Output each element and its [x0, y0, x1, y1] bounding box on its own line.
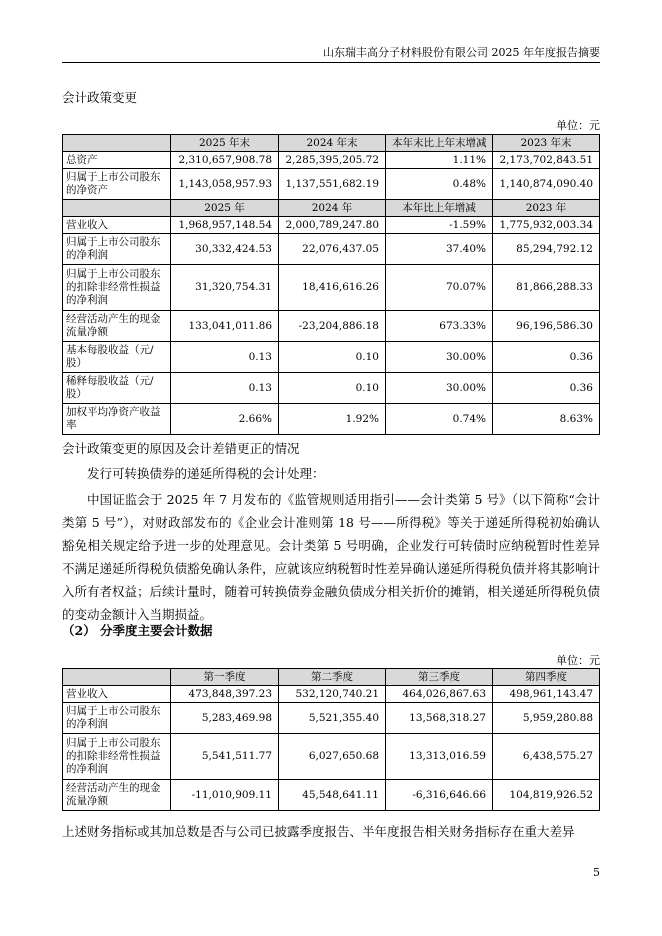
value-cell: -11,010,909.11 [171, 780, 279, 811]
column-header: 本年末比上年末增减 [386, 135, 493, 152]
table-row [63, 169, 600, 200]
table-row [63, 265, 600, 311]
value-cell: 0.10 [279, 342, 386, 373]
value-cell: 31,320,754.31 [171, 265, 279, 311]
value-cell: 673.33% [386, 311, 493, 342]
table-row [63, 734, 600, 780]
value-cell: 6,027,650.68 [279, 734, 386, 780]
value-cell: 0.10 [279, 373, 386, 404]
column-header: 第四季度 [493, 669, 600, 686]
table-row [63, 152, 600, 169]
value-cell: 18,416,616.26 [279, 265, 386, 311]
table-row [63, 780, 600, 811]
value-cell: 498,961,143.47 [493, 686, 600, 703]
value-cell: 0.36 [493, 342, 600, 373]
table-row [63, 311, 600, 342]
value-cell: 0.36 [493, 373, 600, 404]
table-row [63, 404, 600, 435]
value-cell: 1,140,874,090.40 [493, 169, 600, 200]
value-cell: 1.92% [279, 404, 386, 435]
value-cell: 2,310,657,908.78 [171, 152, 279, 169]
value-cell: 1,143,058,957.93 [171, 169, 279, 200]
value-cell: 96,196,586.30 [493, 311, 600, 342]
row-label: 经营活动产生的现金流量净额 [63, 780, 171, 811]
value-cell: 8.63% [493, 404, 600, 435]
table-row [63, 703, 600, 734]
page-header: 山东瑞丰高分子材料股份有限公司 2025 年年度报告摘要 [323, 46, 600, 59]
value-cell: 532,120,740.21 [279, 686, 386, 703]
value-cell: 22,076,437.05 [279, 234, 386, 265]
value-cell: 2,173,702,843.51 [493, 152, 600, 169]
value-cell: 1,968,957,148.54 [171, 217, 279, 234]
policy-change-body: 中国证监会于 2025 年 7 月发布的《监管规则适用指引——会计类第 5 号》（以下简称“会计类第 5 号”），对财政部发布的《企业会计准则第 18 号——所得税》等关于递延所得税初始确认豁免相关规定给予进一步的处理意见。会计类第 5 号明确，企业发行可转债时应纳税暂时性差异不满足递延所得税负债豁免确认条件，应就该应纳税暂时性差异确认递延所得税负债并将其影响计入所有者权益；后续计量时，随着可转换债券金融负债成分相关折价的摊销，相关递延所得税负债的变动金额计入当期损益。 [62, 492, 600, 622]
column-header: 2024 年末 [279, 135, 386, 152]
row-label: 营业收入 [63, 686, 171, 703]
row-label: 归属于上市公司股东的净资产 [63, 169, 171, 200]
row-label: 稀释每股收益（元/股） [63, 373, 171, 404]
annual-financial-table [62, 134, 600, 435]
value-cell: 2,285,395,205.72 [279, 152, 386, 169]
table-row [63, 373, 600, 404]
table-header-row [63, 135, 600, 152]
page-number: 5 [593, 866, 600, 879]
value-cell: 1,137,551,682.19 [279, 169, 386, 200]
value-cell: 13,313,016.59 [386, 734, 493, 780]
value-cell: -23,204,886.18 [279, 311, 386, 342]
value-cell: -6,316,646.66 [386, 780, 493, 811]
column-header: 2023 年 [493, 200, 600, 217]
row-label: 经营活动产生的现金流量净额 [63, 311, 171, 342]
row-label: 营业收入 [63, 217, 171, 234]
column-header: 第二季度 [279, 669, 386, 686]
column-header: 2023 年末 [493, 135, 600, 152]
column-header: 2024 年 [279, 200, 386, 217]
row-label: 归属于上市公司股东的净利润 [63, 234, 171, 265]
header-blank-cell [63, 669, 171, 686]
header-blank-cell [63, 135, 171, 152]
value-cell: 0.48% [386, 169, 493, 200]
value-cell: 5,283,469.98 [171, 703, 279, 734]
table-row [63, 342, 600, 373]
row-label: 基本每股收益（元/股） [63, 342, 171, 373]
unit-label-table2: 单位：元 [556, 654, 600, 667]
header-blank-cell [63, 200, 171, 217]
value-cell: 133,041,011.86 [171, 311, 279, 342]
row-label: 归属于上市公司股东的扣除非经常性损益的净利润 [63, 265, 171, 311]
value-cell: 2,000,789,247.80 [279, 217, 386, 234]
value-cell: 81,866,288.33 [493, 265, 600, 311]
row-label: 归属于上市公司股东的净利润 [63, 703, 171, 734]
header-divider [62, 62, 600, 63]
value-cell: 30,332,424.53 [171, 234, 279, 265]
table2-body [63, 669, 600, 811]
value-cell: 5,541,511.77 [171, 734, 279, 780]
table1-body [63, 135, 600, 435]
value-cell: 0.74% [386, 404, 493, 435]
table-row [63, 234, 600, 265]
unit-label-table1: 单位：元 [556, 119, 600, 132]
value-cell: 45,548,641.11 [279, 780, 386, 811]
value-cell: 1.11% [386, 152, 493, 169]
table-header-row [63, 200, 600, 217]
row-label: 总资产 [63, 152, 171, 169]
value-cell: 37.40% [386, 234, 493, 265]
value-cell: 30.00% [386, 373, 493, 404]
value-cell: 70.07% [386, 265, 493, 311]
value-cell: 2.66% [171, 404, 279, 435]
column-header: 第一季度 [171, 669, 279, 686]
column-header: 本年比上年增减 [386, 200, 493, 217]
value-cell: 5,521,355.40 [279, 703, 386, 734]
consistency-question: 上述财务指标或其加总数是否与公司已披露季度报告、半年度报告相关财务指标存在重大差异 [62, 824, 575, 839]
policy-change-reason: 会计政策变更的原因及会计差错更正的情况 [62, 441, 300, 456]
column-header: 2025 年 [171, 200, 279, 217]
quarterly-financial-table [62, 668, 600, 811]
value-cell: 13,568,318.27 [386, 703, 493, 734]
value-cell: 85,294,792.12 [493, 234, 600, 265]
value-cell: 473,848,397.23 [171, 686, 279, 703]
table-header-row [63, 669, 600, 686]
quarterly-data-title: （2） 分季度主要会计数据 [62, 623, 213, 638]
column-header: 2025 年末 [171, 135, 279, 152]
table-row [63, 217, 600, 234]
row-label: 加权平均净资产收益率 [63, 404, 171, 435]
value-cell: 30.00% [386, 342, 493, 373]
value-cell: 104,819,926.52 [493, 780, 600, 811]
value-cell: 0.13 [171, 342, 279, 373]
value-cell: 464,026,867.63 [386, 686, 493, 703]
section-title: 会计政策变更 [62, 90, 138, 105]
value-cell: -1.59% [386, 217, 493, 234]
value-cell: 5,959,280.88 [493, 703, 600, 734]
policy-change-heading: 发行可转换债券的递延所得税的会计处理： [87, 466, 325, 481]
column-header: 第三季度 [386, 669, 493, 686]
value-cell: 0.13 [171, 373, 279, 404]
row-label: 归属于上市公司股东的扣除非经常性损益的净利润 [63, 734, 171, 780]
table-row [63, 686, 600, 703]
value-cell: 6,438,575.27 [493, 734, 600, 780]
value-cell: 1,775,932,003.34 [493, 217, 600, 234]
